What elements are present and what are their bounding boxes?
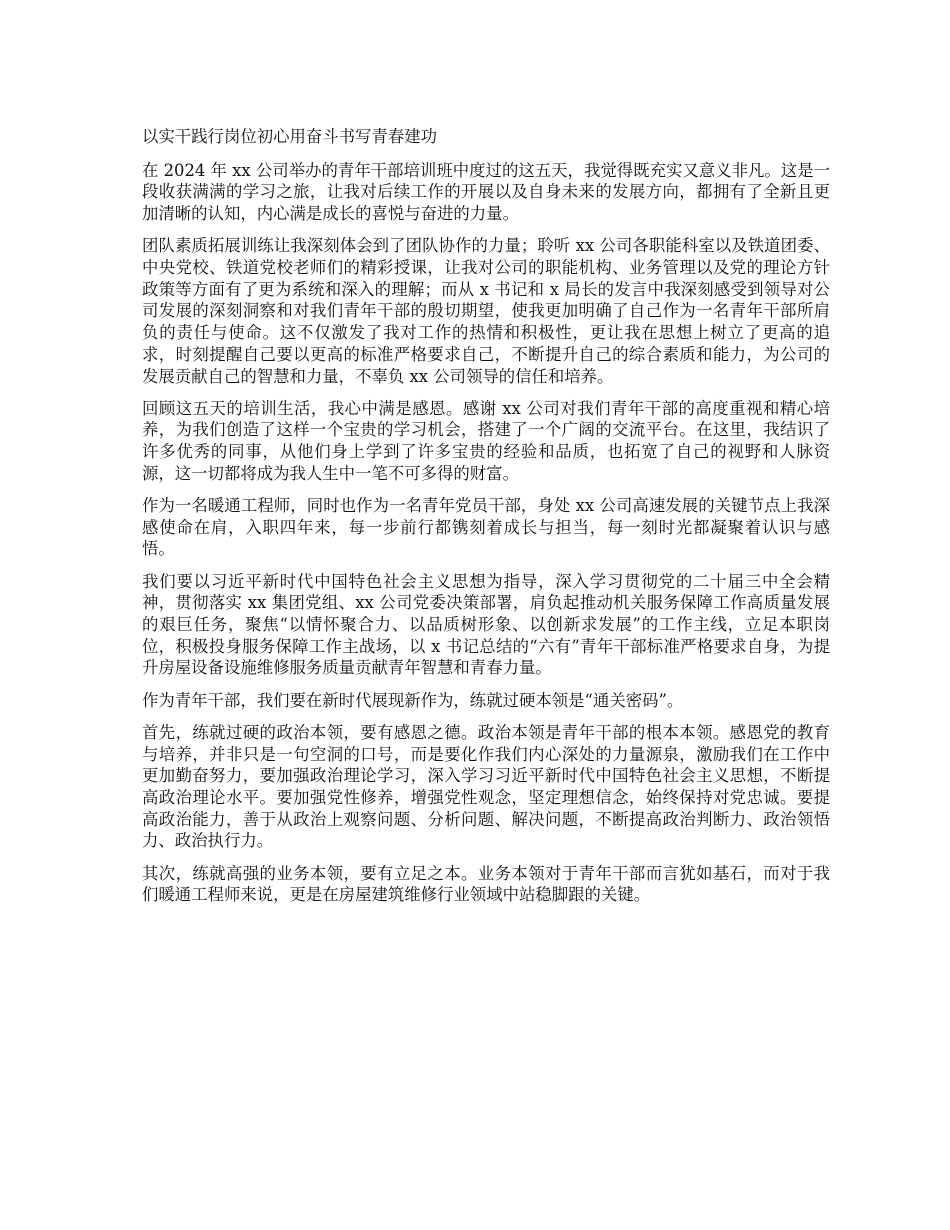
paragraph-guiding-thought: 我们要以习近平新时代中国特色社会主义思想为指导，深入学习贯彻党的二十届三中全会精神，贯彻落实 xx 集团党组、xx 公司党委决策部署，肩负起推动机关服务保障工作高质量发展的艰巨任务，聚焦“以情怀聚合力、以品质树形象、以创新求发展”的工作主线，立足本职岗位，积极投身服务保障工作主战场，以 x 书记总结的“六有”青年干部标准严格要求自身，为提升房屋设备设施维修服务质量贡献青年智慧和青春力量。: [142, 571, 830, 678]
paragraph-business-skill: 其次，练就高强的业务本领，要有立足之本。业务本领对于青年干部而言犹如基石，而对于我们暖通工程师来说，更是在房屋建筑维修行业领域中站稳脚跟的关键。: [142, 863, 830, 905]
paragraph-new-era: 作为青年干部，我们要在新时代展现新作为，练就过硬本领是“通关密码”。: [142, 690, 684, 710]
document-body: [142, 126, 830, 917]
paragraph-training: 团队素质拓展训练让我深刻体会到了团队协作的力量；聆听 xx 公司各职能科室以及铁道团委、中央党校、铁道党校老师们的精彩授课，让我对公司的职能机构、业务管理以及党的理论方针政策等方面有了更为系统和深入的理解；而从 x 书记和 x 局长的发言中我深刻感受到领导对公司发展的深刻洞察和对我们青年干部的殷切期望，使我更加明确了自己作为一名青年干部所肩负的责任与使命。这不仅激发了我对工作的热情和积极性，更让我在思想上树立了更高的追求，时刻提醒自己要以更高的标准严格要求自己，不断提升自己的综合素质和能力，为公司的发展贡献自己的智慧和力量，不辜负 xx 公司领导的信任和培养。: [142, 236, 830, 386]
paragraph-intro: 在 2024 年 xx 公司举办的青年干部培训班中度过的这五天，我觉得既充实又意义非凡。这是一段收获满满的学习之旅，让我对后续工作的开展以及自身未来的发展方向，都拥有了全新且更加清晰的认知，内心满是成长的喜悦与奋进的力量。: [142, 160, 830, 224]
document-title: 以实干践行岗位初心用奋斗书写青春建功: [142, 127, 438, 146]
paragraph-engineer-role: 作为一名暖通工程师，同时也作为一名青年党员干部，身处 xx 公司高速发展的关键节点上我深感使命在肩，入职四年来，每一步前行都镌刻着成长与担当，每一刻时光都凝聚着认识与感悟。: [142, 496, 830, 559]
paragraph-gratitude: 回顾这五天的培训生活，我心中满是感恩。感谢 xx 公司对我们青年干部的高度重视和精心培养，为我们创造了这样一个宝贵的学习机会，搭建了一个广阔的交流平台。在这里，我结识了许多优秀的同事，从他们身上学到了许多宝贵的经验和品质，也拓宽了自己的视野和人脉资源，这一切都将成为我人生中一笔不可多得的财富。: [142, 398, 830, 483]
paragraph-political-skill: 首先，练就过硬的政治本领，要有感恩之德。政治本领是青年干部的根本本领。感恩党的教育与培养，并非只是一句空洞的口号，而是要化作我们内心深处的力量源泉，激励我们在工作中更加勤奋努力，要加强政治理论学习，深入学习习近平新时代中国特色社会主义思想，不断提高政治理论水平。要加强党性修养，增强党性观念，坚定理想信念，始终保持对党忠诚。要提高政治能力，善于从政治上观察问题、分析问题、解决问题，不断提高政治判断力、政治领悟力、政治执行力。: [142, 722, 830, 851]
